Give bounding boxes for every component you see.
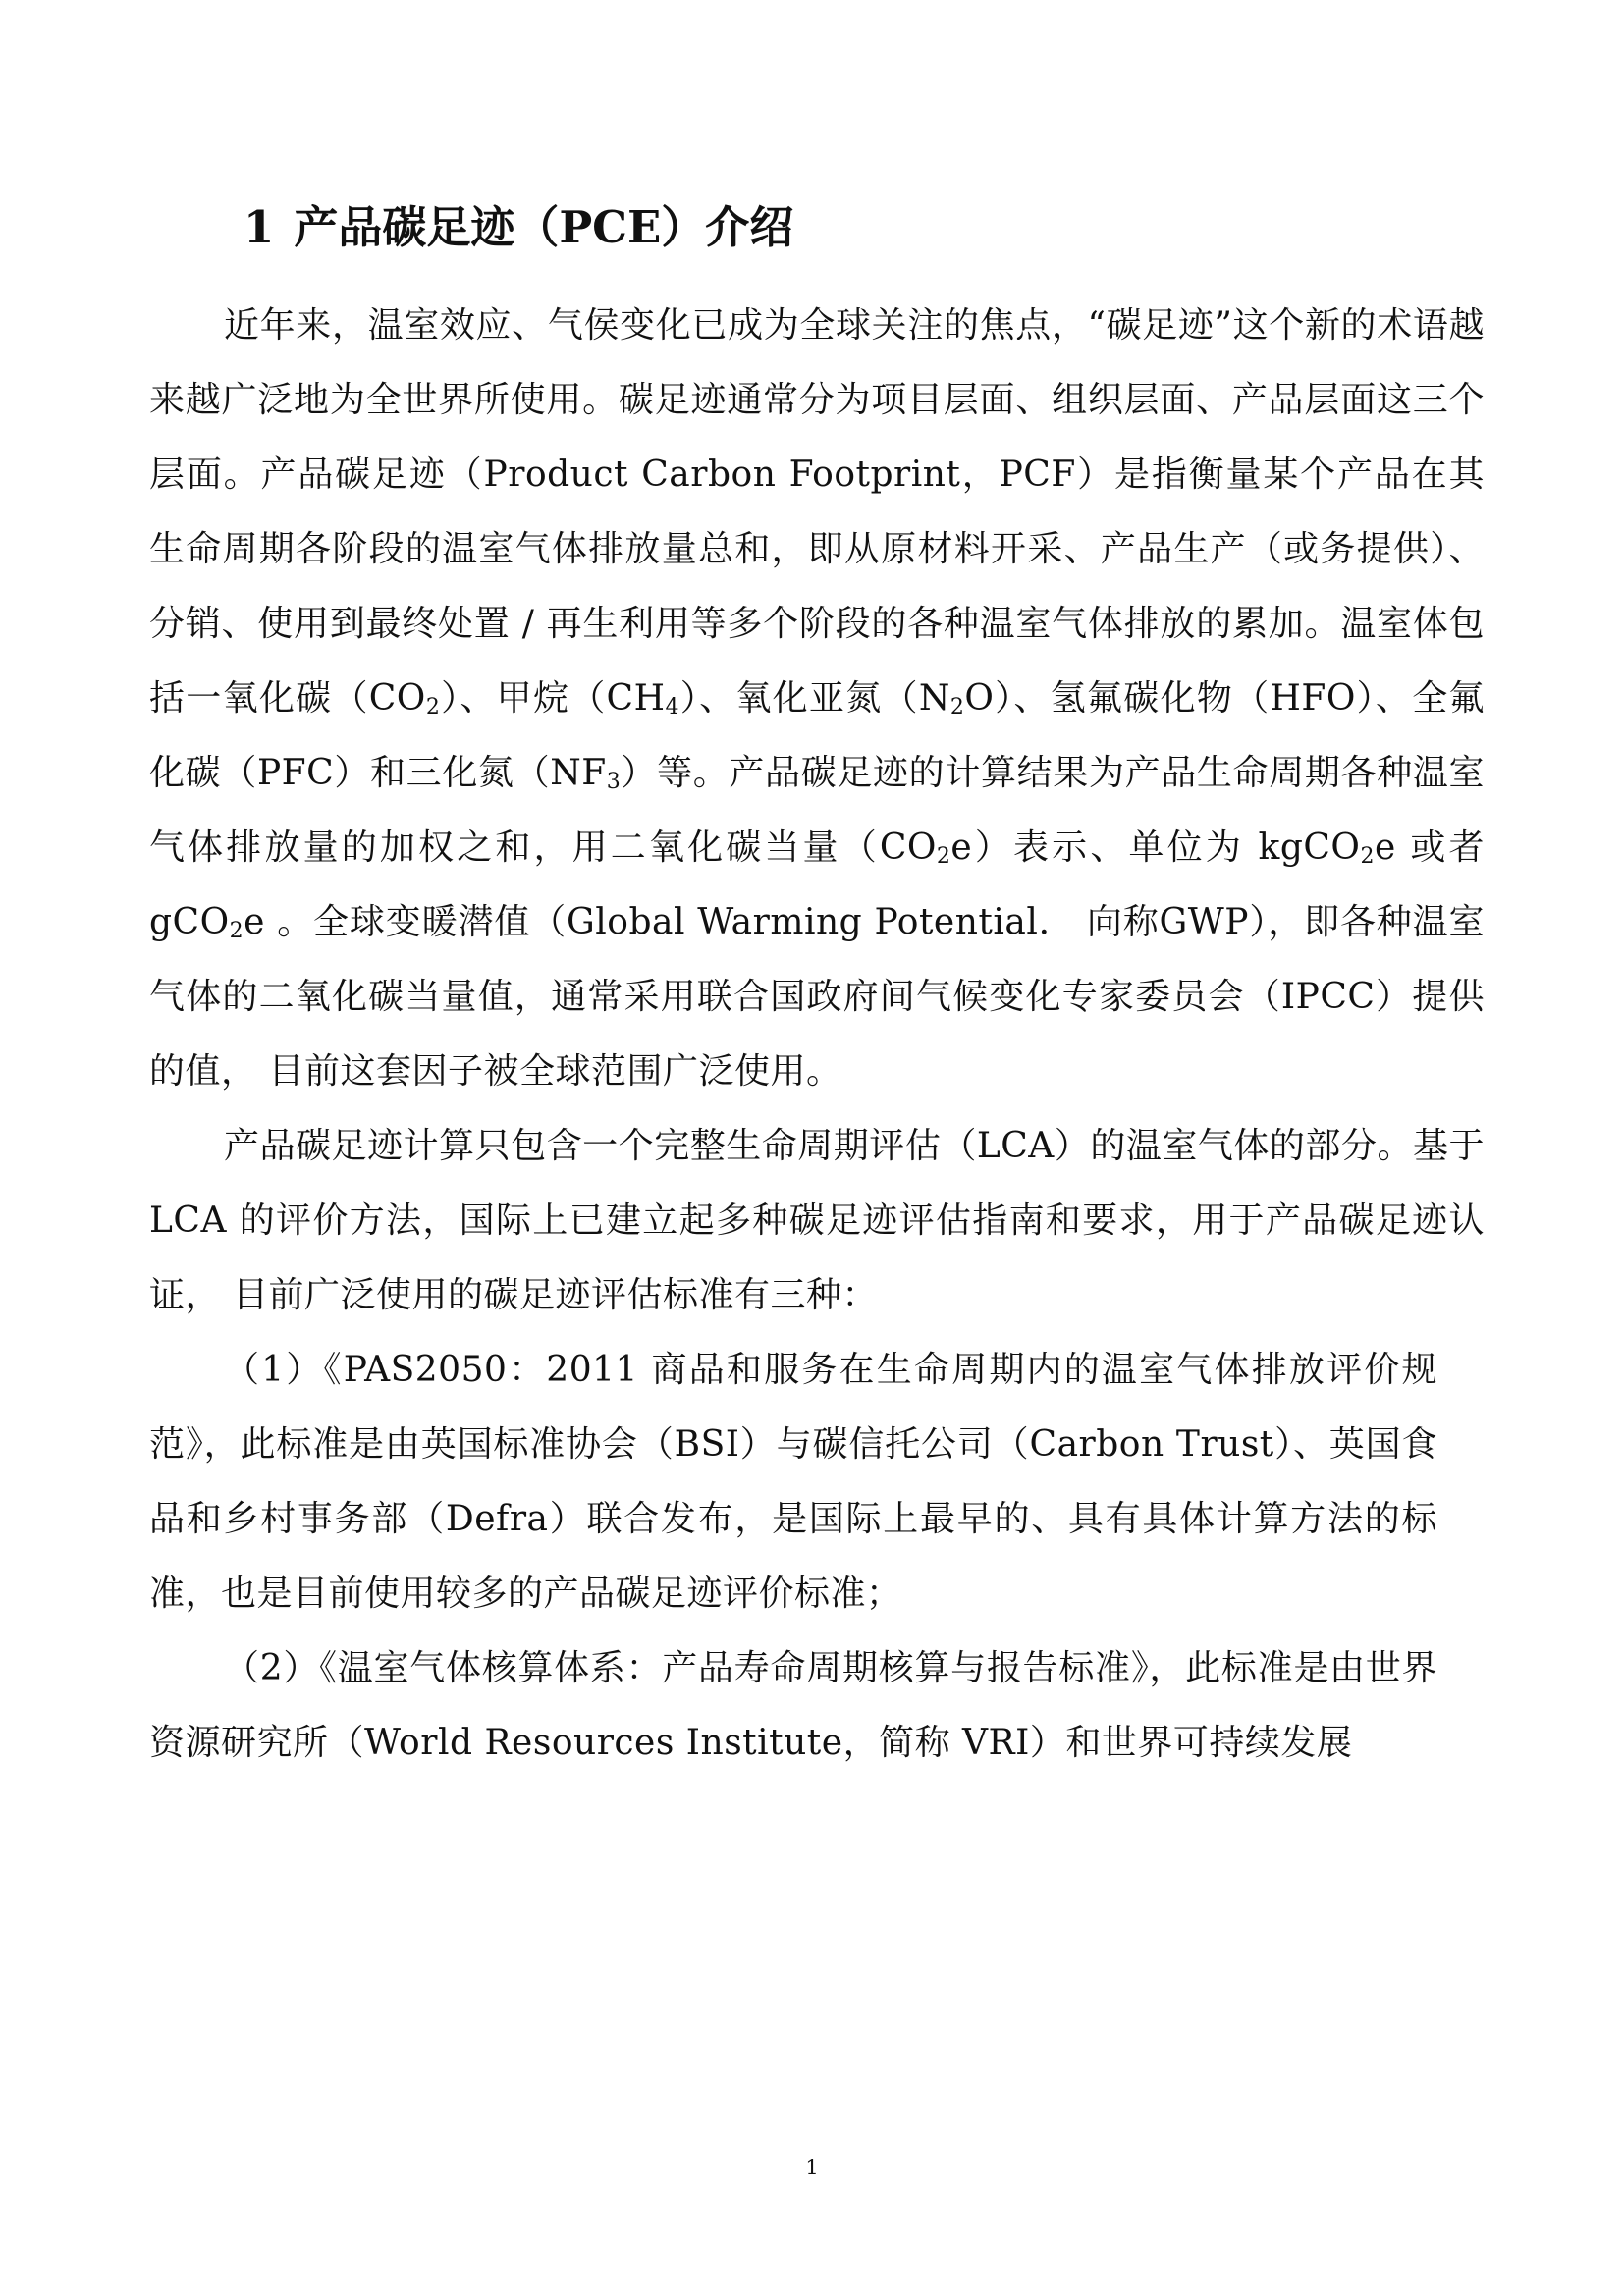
- text-run: ）等。产品碳足迹的计算结果为产品生命周期各种温室气体排放量的加权之和，用二氧化碳当量（CO: [149, 753, 1485, 868]
- subscript: 2: [949, 695, 965, 720]
- subscript: 2: [936, 844, 951, 869]
- subscript: 2: [229, 919, 244, 943]
- paragraph-pcf-definition: [149, 289, 1485, 1109]
- paragraph-lca-standards: 产品碳足迹计算只包含一个完整生命周期评估（LCA）的温室气体的部分。基于 LCA 的评价方法，国际上已建立起多种碳足迹评估指南和要求，用于产品碳足迹认证， 目前广泛使用的碳足迹评估标准有三种：: [149, 1126, 1485, 1315]
- list-item-pas2050: （1）《PAS2050：2011 商品和服务在生命周期内的温室气体排放评价规范》，此标准是由英国标准协会（BSI）与碳信托公司（Carbon Trust）、英国食品和乡村事务部（Defra）联合发布，是国际上最早的、具有具体计算方法的标准，也是目前使用较多的产品碳足迹评价标准；: [149, 1350, 1437, 1614]
- list-item-ghg-protocol: （2）《温室气体核算体系：产品寿命周期核算与报告标准》，此标准是由世界资源研究所（World Resources Institute，简称 VRI）和世界可持续发展: [149, 1648, 1437, 1763]
- text-run: e 或者 gCO: [149, 828, 1486, 942]
- text-run: ）、氧化亚氮（N: [679, 678, 950, 719]
- subscript: 2: [1360, 844, 1375, 869]
- section-title: 产品碳足迹（PCE）介绍: [294, 201, 794, 253]
- subscript: 3: [606, 770, 622, 794]
- subscript: 4: [665, 695, 679, 720]
- text-run: 近年来，温室效应、气侯变化已成为全球关注的焦点，“碳足迹”这个新的术语越来越广泛地为全世界所使用。碳足迹通常分为项目层面、组织层面、产品层面这三个层面。产品碳足迹（Product Carbon Footprint，PCF）是指衡量某个产品在其生命周期各阶段的温室气体排放量总和，即从原材料开采、产品生产（或务提供）、分销、使用到最终处置 / 再生利用等多个阶段的各种温室气体排放的累加。温室体包括一氧化碳（CO: [149, 305, 1485, 719]
- text-run: e 。全球变暖潜值（Global Warming Potential． 向称GWP），即各种温室气体的二氧化碳当量值，通常采用联合国政府间气候变化专家委员会（IPCC）提供的值， 目前这套因子被全球范围广泛使用。: [149, 902, 1485, 1092]
- page-number: 1: [805, 2156, 819, 2179]
- section-heading: [244, 198, 793, 257]
- text-run: ）、甲烷（CH: [440, 678, 666, 719]
- document-body: [149, 289, 1485, 1781]
- section-number: 1: [244, 201, 275, 253]
- text-run: O）、氢氟碳化物（HFO）、全氟化碳（PFC）和三化氮（NF: [149, 678, 1485, 793]
- text-run: e）表示、单位为 kgCO: [950, 828, 1361, 868]
- subscript: 2: [425, 695, 441, 720]
